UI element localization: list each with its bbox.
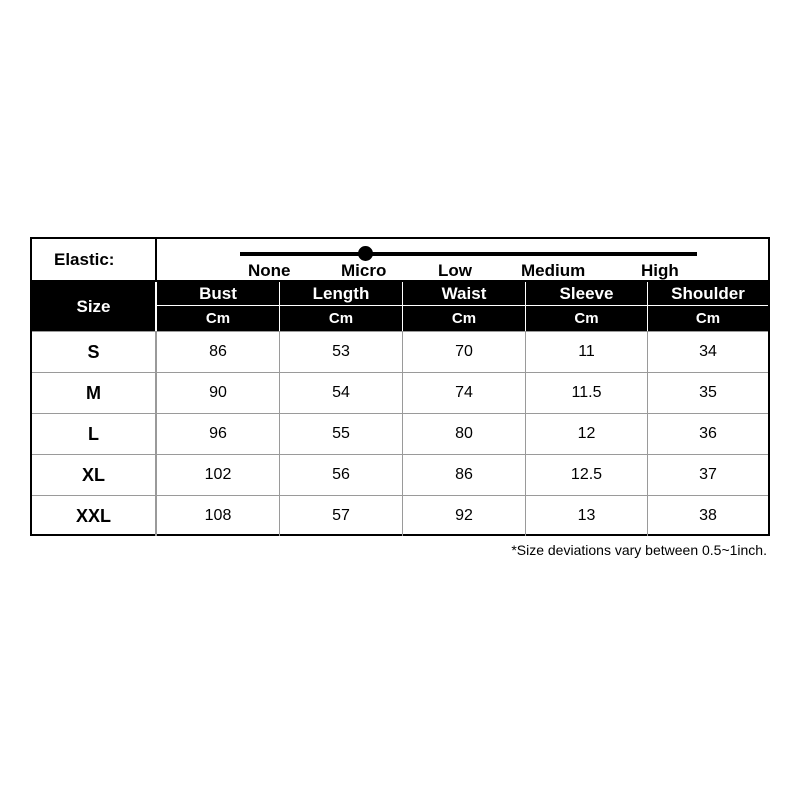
size-column-header: Size — [32, 282, 156, 331]
shoulder-cell: 34 — [647, 332, 768, 372]
sleeve-unit: Cm — [574, 310, 599, 327]
waist-label: Waist — [403, 282, 525, 306]
table-row — [32, 331, 768, 372]
elasticity-level-none: None — [248, 261, 291, 280]
length-column-header — [279, 282, 402, 331]
sleeve-cell: 12.5 — [525, 455, 647, 495]
sleeve-column-header — [525, 282, 647, 331]
elasticity-marker — [358, 246, 373, 261]
elastic-label: Elastic: — [32, 239, 157, 280]
length-cell: 54 — [279, 373, 402, 413]
sleeve-cell: 11 — [525, 332, 647, 372]
shoulder-cell: 37 — [647, 455, 768, 495]
elasticity-row — [32, 239, 768, 282]
length-cell: 57 — [279, 496, 402, 536]
sleeve-cell: 12 — [525, 414, 647, 454]
bust-label: Bust — [157, 282, 279, 306]
table-row — [32, 495, 768, 536]
table-row — [32, 372, 768, 413]
elasticity-level-medium: Medium — [521, 261, 586, 280]
waist-column-header — [402, 282, 525, 331]
size-cell: M — [32, 373, 156, 413]
bust-cell: 108 — [156, 496, 279, 536]
waist-cell: 74 — [402, 373, 525, 413]
sleeve-cell: 11.5 — [525, 373, 647, 413]
size-deviation-footnote: *Size deviations vary between 0.5~1inch. — [511, 542, 767, 558]
shoulder-unit: Cm — [695, 310, 721, 327]
table-row — [32, 454, 768, 495]
size-cell: XL — [32, 455, 156, 495]
length-cell: 53 — [279, 332, 402, 372]
shoulder-cell: 38 — [647, 496, 768, 536]
bust-column-header — [156, 282, 279, 331]
length-cell: 55 — [279, 414, 402, 454]
waist-cell: 86 — [402, 455, 525, 495]
elasticity-scale-track — [240, 252, 697, 256]
shoulder-cell: 36 — [647, 414, 768, 454]
shoulder-label: Shoulder — [648, 282, 768, 306]
waist-cell: 92 — [402, 496, 525, 536]
waist-unit: Cm — [451, 310, 477, 327]
bust-cell: 90 — [156, 373, 279, 413]
size-cell: S — [32, 332, 156, 372]
bust-cell: 96 — [156, 414, 279, 454]
shoulder-column-header — [647, 282, 768, 331]
sleeve-label: Sleeve — [526, 282, 647, 306]
bust-cell: 102 — [156, 455, 279, 495]
elasticity-level-micro: Micro — [341, 261, 387, 280]
waist-cell: 80 — [402, 414, 525, 454]
elasticity-level-low: Low — [438, 261, 472, 280]
bust-cell: 86 — [156, 332, 279, 372]
bust-unit: Cm — [205, 310, 231, 327]
table-header — [32, 282, 768, 331]
size-cell: XXL — [32, 496, 156, 536]
length-cell: 56 — [279, 455, 402, 495]
size-chart — [30, 237, 770, 536]
size-cell: L — [32, 414, 156, 454]
table-row — [32, 413, 768, 454]
waist-cell: 70 — [402, 332, 525, 372]
elasticity-level-high: High — [641, 261, 679, 280]
shoulder-cell: 35 — [647, 373, 768, 413]
sleeve-cell: 13 — [525, 496, 647, 536]
length-label: Length — [280, 282, 402, 306]
length-unit: Cm — [328, 310, 354, 327]
